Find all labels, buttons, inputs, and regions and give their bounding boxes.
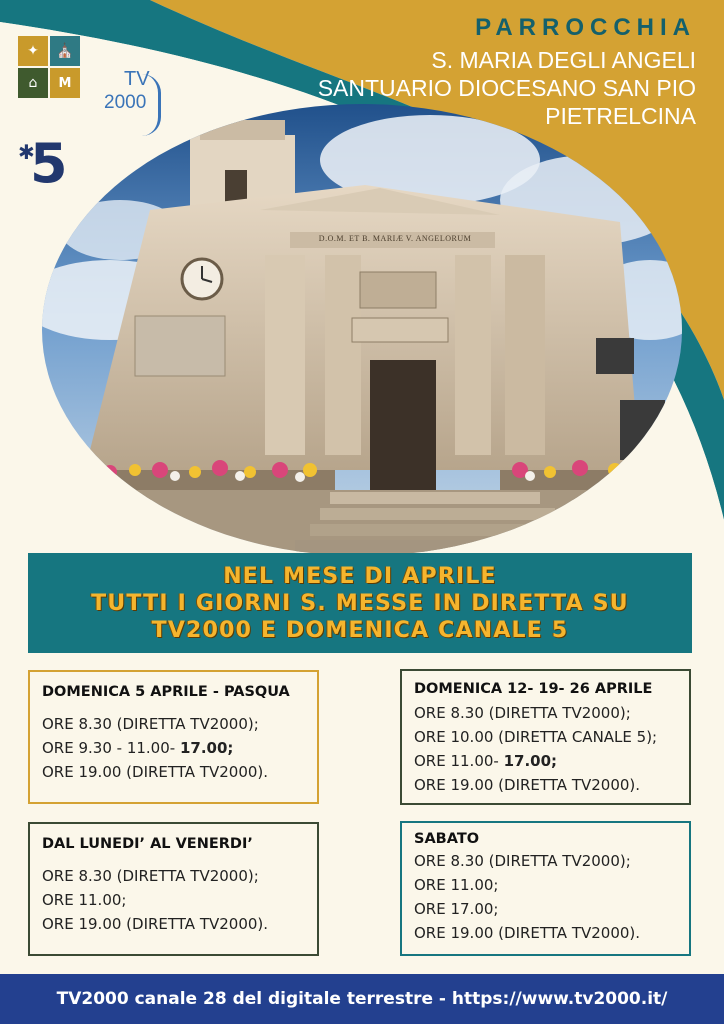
schedule-pasqua-title: DOMENICA 5 APRILE - PASQUA xyxy=(42,684,290,700)
schedule-pasqua xyxy=(28,670,319,804)
header-parish: PARROCCHIA xyxy=(475,14,696,41)
schedule-pasqua-line-2 xyxy=(42,736,305,760)
schedule-domeniche-line-2: ORE 10.00 (DIRETTA CANALE 5); xyxy=(414,728,658,746)
schedule-domeniche-line-3 xyxy=(414,749,677,773)
schedule-sabato-title: SABATO xyxy=(414,831,480,847)
schedule-feriali-line-3: ORE 19.00 (DIRETTA TV2000). xyxy=(42,915,269,933)
footer-text: TV2000 canale 28 del digitale terrestre - https://www.tv2000.it/ xyxy=(56,989,668,1009)
schedule-domeniche-line-4: ORE 19.00 (DIRETTA TV2000). xyxy=(414,776,641,794)
schedule-domeniche xyxy=(400,669,691,805)
header-sanctuary: SANTUARIO DIOCESANO SAN PIO xyxy=(317,75,696,101)
schedule-sabato-line-4: ORE 19.00 (DIRETTA TV2000). xyxy=(414,924,641,942)
schedule-feriali-line-2: ORE 11.00; xyxy=(42,891,127,909)
footer xyxy=(0,974,724,1024)
schedule-pasqua-line-1: ORE 8.30 (DIRETTA TV2000); xyxy=(42,715,259,733)
schedule-feriali xyxy=(28,822,319,956)
schedule-domeniche-line-1: ORE 8.30 (DIRETTA TV2000); xyxy=(414,704,631,722)
announcement-banner xyxy=(28,553,692,653)
header xyxy=(318,14,696,130)
canale5-star-icon: ✱ xyxy=(18,140,35,164)
canale5-number: 5 xyxy=(30,132,68,195)
angel-icon: ✦ xyxy=(18,36,48,66)
monogram-icon: M xyxy=(50,68,80,98)
schedule-sabato xyxy=(400,821,691,956)
tv2000-logo-tv: TV xyxy=(124,68,150,90)
schedule-pasqua-line-2-bold: 17.00; xyxy=(179,739,234,757)
schedule-sabato-line-3: ORE 17.00; xyxy=(414,900,499,918)
schedule-pasqua-line-3: ORE 19.00 (DIRETTA TV2000). xyxy=(42,763,269,781)
schedule-sabato-line-2: ORE 11.00; xyxy=(414,876,499,894)
tv2000-arc-icon xyxy=(142,74,161,136)
facade-inscription: D.O.M. ET B. MARIÆ V. ANGELORUM xyxy=(318,234,472,243)
schedule-feriali-title: DAL LUNEDI’ AL VENERDI’ xyxy=(42,836,253,852)
tv2000-logo xyxy=(104,68,162,138)
parish-logo xyxy=(18,36,80,98)
schedule-pasqua-line-2-prefix: ORE 9.30 - 11.00- xyxy=(42,739,180,757)
schedule-domeniche-line-3-prefix: ORE 11.00- xyxy=(414,752,504,770)
schedule-domeniche-line-3-bold: 17.00; xyxy=(503,752,558,770)
dome-icon: ⛪ xyxy=(50,36,80,66)
canale5-logo xyxy=(16,132,80,195)
banner-line-2: TUTTI I GIORNI S. MESSE IN DIRETTA SU xyxy=(91,590,629,616)
schedule-sabato-line-1: ORE 8.30 (DIRETTA TV2000); xyxy=(414,852,631,870)
schedule-feriali-line-1: ORE 8.30 (DIRETTA TV2000); xyxy=(42,867,259,885)
schedule-domeniche-title: DOMENICA 12- 19- 26 APRILE xyxy=(414,681,653,697)
banner-line-3: TV2000 E DOMENICA CANALE 5 xyxy=(151,617,569,643)
header-church: S. MARIA DEGLI ANGELI xyxy=(431,47,696,73)
header-town: PIETRELCINA xyxy=(545,103,696,129)
banner-line-1: NEL MESE DI APRILE xyxy=(223,563,497,589)
church-icon: ⌂ xyxy=(18,68,48,98)
tv2000-logo-year: 2000 xyxy=(104,92,147,113)
